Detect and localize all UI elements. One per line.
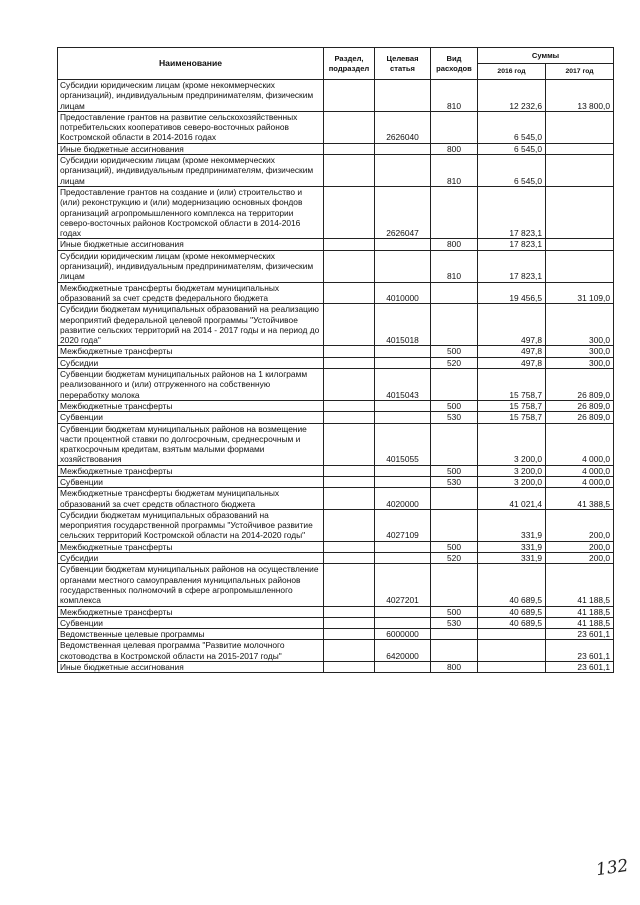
table-row <box>58 617 614 628</box>
row-sum-2016-cell: 17 823,1 <box>478 239 546 250</box>
row-sum-2016-cell: 3 200,0 <box>478 476 546 487</box>
row-name-cell: Субсидии юридическим лицам (кроме некоммерческих организаций), индивидуальным предпринимателям, физическим лицам <box>58 80 324 112</box>
row-sum-2016-cell: 15 758,7 <box>478 400 546 411</box>
row-section-cell <box>324 400 375 411</box>
row-section-cell <box>324 640 375 662</box>
row-sum-2016-cell: 3 200,0 <box>478 423 546 465</box>
row-expense-type-cell: 520 <box>431 357 478 368</box>
row-name-cell: Субсидии юридическим лицам (кроме некоммерческих организаций), индивидуальным предпринимателям, физическим лицам <box>58 155 324 187</box>
table-row <box>58 412 614 423</box>
row-section-cell <box>324 369 375 401</box>
row-expense-type-cell: 530 <box>431 476 478 487</box>
table-row <box>58 606 614 617</box>
row-expense-type-cell <box>431 111 478 143</box>
row-sum-2016-cell: 40 689,5 <box>478 564 546 606</box>
row-article-cell: 2626040 <box>375 111 431 143</box>
row-section-cell <box>324 606 375 617</box>
row-article-cell: 2626047 <box>375 186 431 238</box>
row-name-cell: Межбюджетные трансферты <box>58 400 324 411</box>
row-name-cell: Субсидии бюджетам муниципальных образований на мероприятия государственной программы "Устойчивое развитие сельских территорий Костромской области на 2014-2020 годы" <box>58 509 324 541</box>
row-sum-2017-cell <box>546 250 614 282</box>
row-article-cell: 4010000 <box>375 282 431 304</box>
row-name-cell: Субсидии юридическим лицам (кроме некоммерческих организаций), индивидуальным предпринимателям, физическим лицам <box>58 250 324 282</box>
row-expense-type-cell <box>431 282 478 304</box>
header-article: Целевая статья <box>375 48 431 80</box>
row-expense-type-cell <box>431 369 478 401</box>
row-sum-2016-cell <box>478 662 546 673</box>
row-section-cell <box>324 155 375 187</box>
row-sum-2016-cell: 40 689,5 <box>478 617 546 628</box>
row-article-cell <box>375 357 431 368</box>
page-number: 132 <box>594 855 630 881</box>
row-expense-type-cell: 500 <box>431 400 478 411</box>
row-name-cell: Субсидии <box>58 357 324 368</box>
header-expense-type: Вид расходов <box>431 48 478 80</box>
row-expense-type-cell: 500 <box>431 346 478 357</box>
row-name-cell: Субвенции <box>58 617 324 628</box>
row-article-cell <box>375 250 431 282</box>
row-article-cell <box>375 239 431 250</box>
table-row <box>58 629 614 640</box>
row-name-cell: Субвенции бюджетам муниципальных районов на 1 килограмм реализованного и (или) отгруженного на собственную переработку молока <box>58 369 324 401</box>
row-expense-type-cell: 520 <box>431 553 478 564</box>
table-row <box>58 400 614 411</box>
table-row <box>58 80 614 112</box>
table-row <box>58 476 614 487</box>
row-sum-2016-cell: 6 545,0 <box>478 155 546 187</box>
row-sum-2017-cell: 13 800,0 <box>546 80 614 112</box>
row-sum-2016-cell: 331,9 <box>478 553 546 564</box>
row-section-cell <box>324 465 375 476</box>
row-sum-2017-cell: 23 601,1 <box>546 640 614 662</box>
row-expense-type-cell <box>431 423 478 465</box>
row-sum-2017-cell: 41 188,5 <box>546 617 614 628</box>
row-article-cell <box>375 412 431 423</box>
row-sum-2017-cell: 200,0 <box>546 541 614 552</box>
row-article-cell: 6000000 <box>375 629 431 640</box>
row-sum-2017-cell: 26 809,0 <box>546 369 614 401</box>
row-section-cell <box>324 282 375 304</box>
table-row <box>58 239 614 250</box>
row-article-cell <box>375 346 431 357</box>
row-name-cell: Иные бюджетные ассигнования <box>58 143 324 154</box>
table-row <box>58 304 614 346</box>
row-sum-2016-cell <box>478 629 546 640</box>
row-section-cell <box>324 250 375 282</box>
row-name-cell: Предоставление грантов на развитие сельскохозяйственных потребительских кооперативов северо-восточных районов Костромской области в 2014-2016 годах <box>58 111 324 143</box>
row-name-cell: Ведомственная целевая программа "Развитие молочного скотоводства в Костромской области на 2015-2017 годы" <box>58 640 324 662</box>
table-body <box>58 80 614 673</box>
row-sum-2017-cell: 300,0 <box>546 357 614 368</box>
row-expense-type-cell <box>431 640 478 662</box>
row-article-cell: 4027109 <box>375 509 431 541</box>
row-sum-2017-cell: 23 601,1 <box>546 629 614 640</box>
row-article-cell <box>375 80 431 112</box>
header-name: Наименование <box>58 48 324 80</box>
row-name-cell: Ведомственные целевые программы <box>58 629 324 640</box>
row-sum-2016-cell: 331,9 <box>478 509 546 541</box>
table-row <box>58 488 614 510</box>
table-row <box>58 564 614 606</box>
row-expense-type-cell: 530 <box>431 617 478 628</box>
row-article-cell <box>375 155 431 187</box>
row-section-cell <box>324 186 375 238</box>
row-article-cell <box>375 465 431 476</box>
row-sum-2017-cell <box>546 143 614 154</box>
table-row <box>58 282 614 304</box>
row-sum-2017-cell: 41 188,5 <box>546 564 614 606</box>
row-sum-2016-cell: 15 758,7 <box>478 369 546 401</box>
row-sum-2016-cell: 497,8 <box>478 346 546 357</box>
row-expense-type-cell <box>431 186 478 238</box>
row-expense-type-cell <box>431 304 478 346</box>
row-expense-type-cell: 810 <box>431 250 478 282</box>
row-sum-2017-cell: 41 188,5 <box>546 606 614 617</box>
row-sum-2017-cell: 300,0 <box>546 304 614 346</box>
row-expense-type-cell: 800 <box>431 662 478 673</box>
row-name-cell: Субвенции <box>58 412 324 423</box>
row-expense-type-cell <box>431 564 478 606</box>
row-article-cell: 4027201 <box>375 564 431 606</box>
table-row <box>58 369 614 401</box>
row-sum-2016-cell: 40 689,5 <box>478 606 546 617</box>
table-row <box>58 357 614 368</box>
row-sum-2016-cell: 497,8 <box>478 304 546 346</box>
row-section-cell <box>324 80 375 112</box>
row-sum-2016-cell: 19 456,5 <box>478 282 546 304</box>
row-sum-2017-cell: 4 000,0 <box>546 476 614 487</box>
row-article-cell <box>375 541 431 552</box>
row-sum-2017-cell <box>546 155 614 187</box>
row-section-cell <box>324 239 375 250</box>
row-expense-type-cell: 500 <box>431 541 478 552</box>
budget-table-container <box>57 47 614 673</box>
row-name-cell: Иные бюджетные ассигнования <box>58 662 324 673</box>
row-section-cell <box>324 412 375 423</box>
row-sum-2016-cell: 6 545,0 <box>478 143 546 154</box>
row-section-cell <box>324 617 375 628</box>
header-year-2016: 2016 год <box>478 64 546 80</box>
table-row <box>58 640 614 662</box>
row-article-cell <box>375 400 431 411</box>
row-name-cell: Межбюджетные трансферты <box>58 346 324 357</box>
row-sum-2017-cell <box>546 186 614 238</box>
row-article-cell <box>375 662 431 673</box>
row-sum-2017-cell: 41 388,5 <box>546 488 614 510</box>
row-name-cell: Предоставление грантов на создание и (или) строительство и (или) реконструкцию и (или) модернизацию основных фондов организаций агропромышленного комплекса на территории северо-восточных районов Костромской области в 2014-2016 годах <box>58 186 324 238</box>
header-year-2017: 2017 год <box>546 64 614 80</box>
row-name-cell: Субвенции бюджетам муниципальных районов на осуществление органами местного самоуправления муниципальных районов государственных полномочий в сфере агропромышленного комплекса <box>58 564 324 606</box>
table-row <box>58 662 614 673</box>
row-name-cell: Субсидии <box>58 553 324 564</box>
table-row <box>58 423 614 465</box>
row-name-cell: Межбюджетные трансферты бюджетам муниципальных образований за счет средств областного бюджета <box>58 488 324 510</box>
row-sum-2016-cell: 12 232,6 <box>478 80 546 112</box>
row-section-cell <box>324 629 375 640</box>
row-sum-2017-cell: 4 000,0 <box>546 465 614 476</box>
row-article-cell <box>375 617 431 628</box>
row-expense-type-cell: 800 <box>431 143 478 154</box>
row-section-cell <box>324 143 375 154</box>
row-name-cell: Межбюджетные трансферты <box>58 465 324 476</box>
row-sum-2016-cell: 41 021,4 <box>478 488 546 510</box>
row-name-cell: Субвенции <box>58 476 324 487</box>
row-article-cell: 4015018 <box>375 304 431 346</box>
row-section-cell <box>324 488 375 510</box>
row-name-cell: Межбюджетные трансферты <box>58 541 324 552</box>
row-sum-2017-cell: 300,0 <box>546 346 614 357</box>
row-sum-2017-cell: 31 109,0 <box>546 282 614 304</box>
row-expense-type-cell <box>431 488 478 510</box>
row-article-cell <box>375 553 431 564</box>
row-name-cell: Субвенции бюджетам муниципальных районов на возмещение части процентной ставки по долгосрочным, среднесрочным и краткосрочным кредитам, взятым малыми формами хозяйствования <box>58 423 324 465</box>
row-expense-type-cell: 810 <box>431 80 478 112</box>
row-sum-2016-cell: 497,8 <box>478 357 546 368</box>
row-sum-2016-cell: 3 200,0 <box>478 465 546 476</box>
row-article-cell: 4020000 <box>375 488 431 510</box>
row-name-cell: Межбюджетные трансферты бюджетам муниципальных образований за счет средств федерального бюджета <box>58 282 324 304</box>
row-section-cell <box>324 662 375 673</box>
table-row <box>58 509 614 541</box>
row-sum-2017-cell: 26 809,0 <box>546 412 614 423</box>
row-expense-type-cell: 500 <box>431 606 478 617</box>
row-expense-type-cell: 800 <box>431 239 478 250</box>
row-sum-2016-cell: 17 823,1 <box>478 250 546 282</box>
table-row <box>58 250 614 282</box>
row-expense-type-cell <box>431 509 478 541</box>
row-article-cell: 6420000 <box>375 640 431 662</box>
row-sum-2017-cell: 26 809,0 <box>546 400 614 411</box>
row-section-cell <box>324 357 375 368</box>
row-section-cell <box>324 346 375 357</box>
row-article-cell: 4015043 <box>375 369 431 401</box>
row-section-cell <box>324 476 375 487</box>
row-article-cell <box>375 606 431 617</box>
row-section-cell <box>324 509 375 541</box>
row-name-cell: Межбюджетные трансферты <box>58 606 324 617</box>
row-section-cell <box>324 111 375 143</box>
row-expense-type-cell: 500 <box>431 465 478 476</box>
row-expense-type-cell: 530 <box>431 412 478 423</box>
table-row <box>58 465 614 476</box>
budget-table <box>57 47 614 673</box>
header-section: Раздел, подраздел <box>324 48 375 80</box>
table-row <box>58 155 614 187</box>
row-sum-2016-cell: 15 758,7 <box>478 412 546 423</box>
table-row <box>58 186 614 238</box>
row-section-cell <box>324 423 375 465</box>
table-row <box>58 111 614 143</box>
header-sums: Суммы <box>478 48 614 64</box>
row-sum-2017-cell <box>546 111 614 143</box>
row-section-cell <box>324 304 375 346</box>
row-name-cell: Иные бюджетные ассигнования <box>58 239 324 250</box>
row-sum-2016-cell: 17 823,1 <box>478 186 546 238</box>
row-sum-2016-cell: 6 545,0 <box>478 111 546 143</box>
row-article-cell <box>375 476 431 487</box>
row-sum-2017-cell: 200,0 <box>546 553 614 564</box>
row-sum-2017-cell <box>546 239 614 250</box>
row-section-cell <box>324 553 375 564</box>
row-section-cell <box>324 564 375 606</box>
row-sum-2017-cell: 200,0 <box>546 509 614 541</box>
table-row <box>58 143 614 154</box>
row-name-cell: Субсидии бюджетам муниципальных образований на реализацию мероприятий федеральной целевой программы "Устойчивое развитие сельских территорий на 2014 - 2017 годы и на период до 2020 года" <box>58 304 324 346</box>
row-expense-type-cell: 810 <box>431 155 478 187</box>
table-row <box>58 541 614 552</box>
row-article-cell: 4015055 <box>375 423 431 465</box>
row-sum-2016-cell: 331,9 <box>478 541 546 552</box>
row-article-cell <box>375 143 431 154</box>
row-sum-2017-cell: 23 601,1 <box>546 662 614 673</box>
table-row <box>58 553 614 564</box>
table-row <box>58 346 614 357</box>
row-section-cell <box>324 541 375 552</box>
row-expense-type-cell <box>431 629 478 640</box>
row-sum-2016-cell <box>478 640 546 662</box>
row-sum-2017-cell: 4 000,0 <box>546 423 614 465</box>
